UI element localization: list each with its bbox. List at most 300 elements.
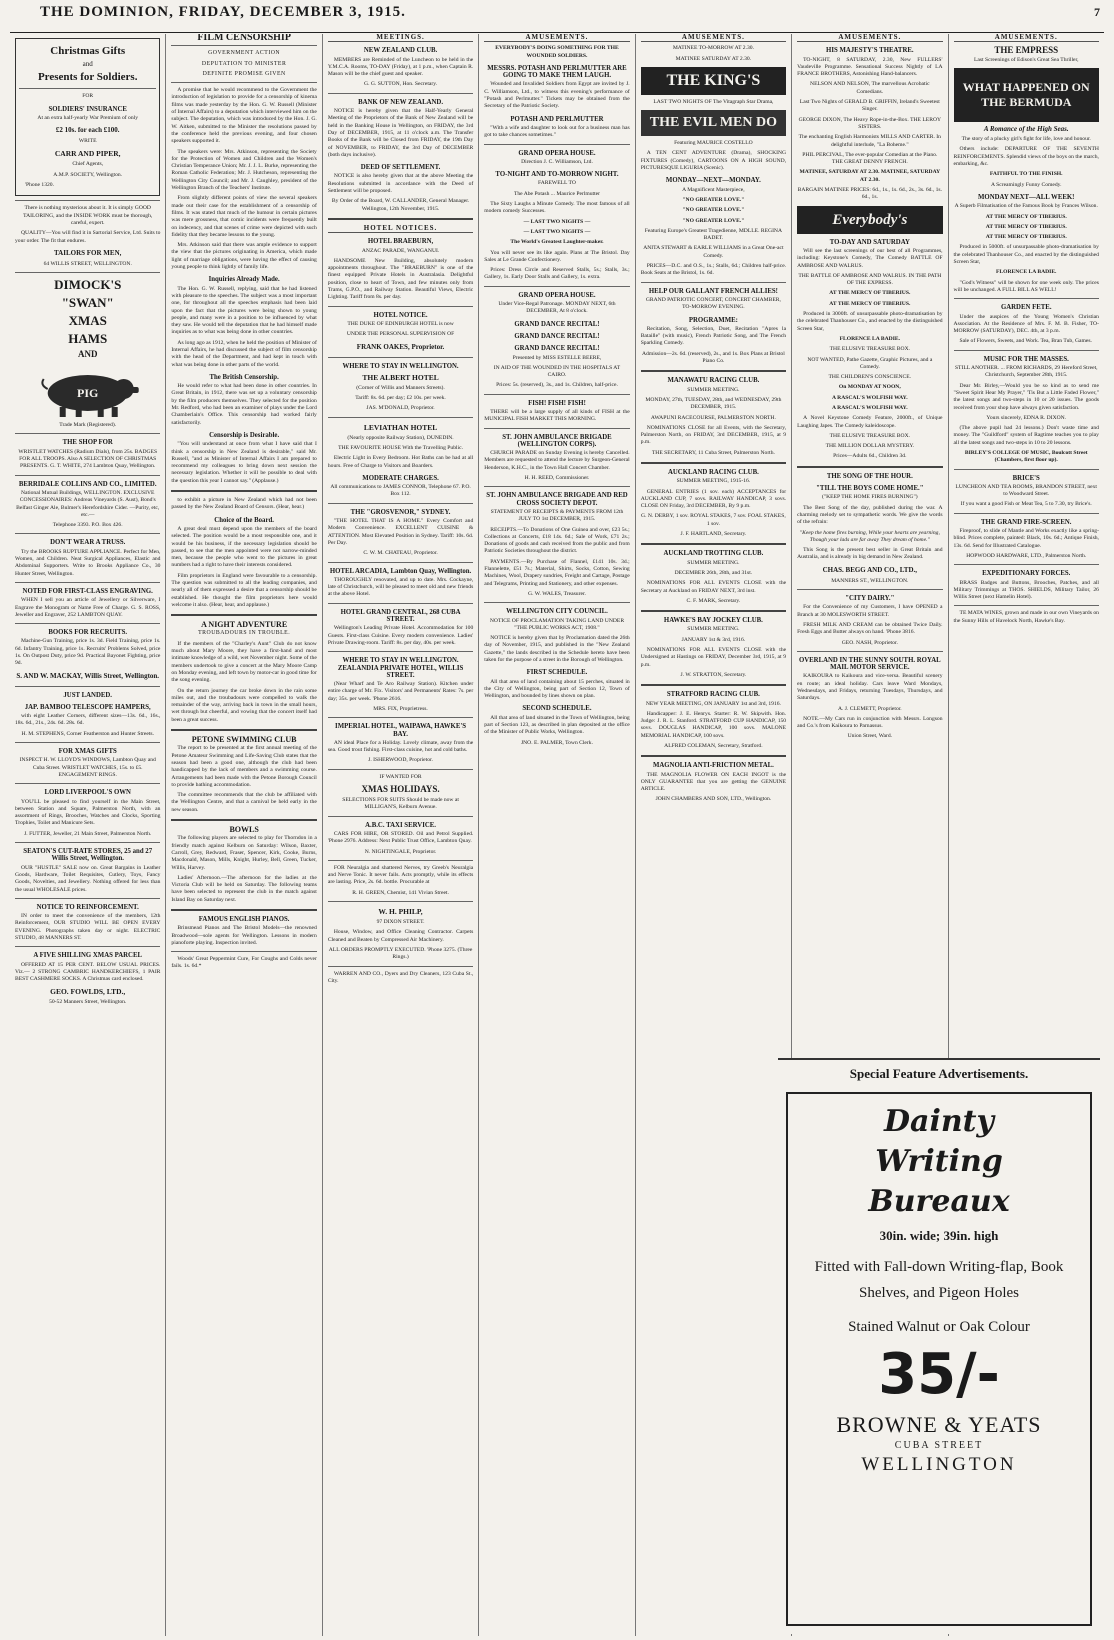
film-title: FILM CENSORSHIP xyxy=(197,34,291,43)
braeburn-head: HOTEL BRAEBURN, xyxy=(367,238,434,246)
zealandia-sign: MRS. FIX, Proprietress. xyxy=(373,706,428,712)
stratford-head: STRATFORD RACING CLUB. xyxy=(666,691,760,699)
taxi-sign: N. NIGHTINGALE, Proprietor. xyxy=(364,848,437,855)
film-p3: From slightly different points of view the several speakers made out their case for the establishment of a censorship of films. It was stated that much of the humour in certain pictures was mere grossness, that comic incidents were frequently built on indecency, and that scenes of crime were depicted with such fidelity that they became lessons to the young. xyxy=(171,195,317,238)
deed-text: NOTICE is also hereby given that at the above Meeting the Resolutions submitted in accordance with the Deed of Settlement will be proposed. xyxy=(327,173,474,195)
elusive-1: THE ELUSIVE TREASURE BOX. xyxy=(829,346,911,353)
overland-note: NOTE.—My Cars run in conjunction with Messrs. Longson and Co.'s from Kaikoura to Parnassus. xyxy=(797,715,943,730)
exp-head: EXPEDITIONARY FORCES. xyxy=(982,570,1071,578)
lord-head: LORD LIVERPOOL'S OWN xyxy=(44,789,131,797)
majesty-head: HIS MAJESTY'S THEATRE. xyxy=(826,47,914,55)
tonight-head: TO-NIGHT AND TO-MORROW NIGHT. xyxy=(495,171,619,179)
pig-trademark-icon xyxy=(15,363,160,419)
five-text: OFFERED AT 15 PER CENT. BELOW USUAL PRICES. Viz.— 2 STRONG CAMBRIC HANDKERCHIEFS, 1 PAIR BEST CASHMERE SOCKS. A Christmas card enclosed. xyxy=(15,961,161,983)
bureaux-advert xyxy=(786,1092,1092,1626)
empress-sub: Last Screenings of Edison's Great Sea Thriller, xyxy=(973,56,1079,63)
trotting-sub: SUMMER MEETING. xyxy=(687,559,740,566)
diary-text: For the Convenience of my Customers, I have OPENED a Branch at 30 MOLESWORTH STREET. xyxy=(797,604,943,618)
stratford-sub: NEW YEAR MEETING, ON JANUARY 1st and 3rd, 1916. xyxy=(645,700,781,707)
sja-head: ST. JOHN AMBULANCE BRIGADE (WELLINGTON CORPS). xyxy=(502,433,612,448)
mata-text: TE MATA WINES, grown and made in our own Vineyards on the Sunny Hills of Havelock North, Hawke's Bay. xyxy=(953,610,1099,624)
neuralgia-text: FOR Neuralgia and shattered Nerves, try Greeb's Neuralgia and Nerve Tonic. It never fails. Acts promptly, while its effects are lasting. Price, 2s. 6d. bottle. Procurable at xyxy=(327,864,474,886)
dimock-title: DIMOCK'S xyxy=(54,277,122,293)
wcc-head: WELLINGTON CITY COUNCIL. xyxy=(506,608,608,616)
brice-text: LUNCHEON AND TEA ROOMS, BRANDON STREET, next to Woodward Street. xyxy=(955,483,1097,498)
music-p: (The above pupil had 24 lessons.) Don't waste time and money. The "Guildford" system of Ragtime teaches you to play all the latest songs and two-steps in 10 to 20 lessons. xyxy=(953,425,1099,446)
deed-sign: By Order of the Board, W. CALLANDER, General Manager. Wellington, 12th November, 1915. xyxy=(331,198,470,212)
manawatu-noms: NOMINATIONS CLOSE for all Events, with the Secretary, Palmerston North, on FRIDAY, 3rd DECEMBER, 1915, at 9 p.m. xyxy=(640,424,787,446)
film-p2: The speakers were: Mrs. Atkinson, representing the Society for the Protection of Women and Children and the Women's Christian Temperance Union; Mr. J. J. L. Burke, representing the Roman Catholic Federation; Mr. J. Hutcheson, representing the Wellington City Council; and Mr. J. Caughley, president of the Wellington Branch of the Teachers' Institute. xyxy=(171,148,317,192)
tiberius-2: AT THE MERCY OF TIBERIUS. xyxy=(985,223,1067,230)
sja2-text: RECEIPTS.—To Donations of One Guinea and over, £23 5s.; Collections at Concerts, £18 14s. 6d.; Sale of Work, £71 2s.; Donations of goods and cash received from the public and from Patriotic Societies throughout the district. xyxy=(484,526,630,555)
magnolia-text: THE MAGNOLIA FLOWER ON EACH INGOT is the ONLY GUARANTEE that you are getting the GENUINE ARTICLE. xyxy=(640,771,787,793)
amusements-head-2: AMUSEMENTS. xyxy=(641,34,786,42)
mercy-2: AT THE MERCY OF TIBERIUS. xyxy=(829,300,911,307)
music-head: MUSIC FOR THE MASSES. xyxy=(983,355,1069,363)
xmas-gifts-advert xyxy=(15,38,160,196)
tiberius-1: AT THE MERCY OF TIBERIUS. xyxy=(985,213,1067,220)
empress-monday-text: A Superb Filmatisation of the Famous Book by Frances Wilson. xyxy=(954,203,1098,210)
meetings-head: MEETINGS. xyxy=(328,34,473,42)
tailor-quality: QUALITY—You will find it in Sartorial Service, Ltd. Suits to your order. The fit that endures. xyxy=(15,230,161,244)
hawkes-noms: NOMINATIONS FOR ALL EVENTS CLOSE with the Undersigned at Hastings on FRIDAY, December 3rd, 1915, at 9 p.m. xyxy=(640,647,787,668)
philp-addr: 97 DIXON STREET. xyxy=(376,919,425,926)
trade-mark: Trade Mark (Registered). xyxy=(59,422,117,429)
last-nights: LAST TWO NIGHTS OF The Vitagraph Star Drama, xyxy=(653,98,774,105)
featuring: Featuring MAURICE COSTELLO xyxy=(674,140,753,147)
philp-head: W. H. PHILP, xyxy=(378,907,423,917)
overland-text: KAIKOURA to Kaikoura and vice-versa. Beautiful scenery en route; an ideal holiday. Cars leave Ward Mondays, Wednesdays, and Fridays, returning Tuesdays, Thursdays, and Saturdays. xyxy=(797,673,943,702)
ins-rate: £2 10s. for each £100. xyxy=(55,126,120,135)
film-c2: Film proprietors in England were favourable to a censorship. The question was submitted to all the leading companies, and nearly all of them expressed a desire that a censorship should be established. He thought the film proprietors here would welcome it also. (Hear, hear, and applause.) xyxy=(171,572,317,608)
fish-head: FISH! FISH! FISH! xyxy=(528,399,586,407)
trotting-sign: C. F. MARK, Secretary. xyxy=(686,597,741,604)
potash-text: Wounded and Invalided Soldiers from Egypt are invited by J. C. Williamson, Ltd., to witness this evening's performance of "Potash and Perlmutter." Tickets may be obtained from the Secretary of the Patriotic Society. xyxy=(484,81,630,110)
bc-text: National Mutual Buildings, WELLINGTON. EXCLUSIVE CONCESSIONAIRES: Andreas Vineyards (S. Aust), Bond's Belfast Ginger Ale, Bulmer's Herefordshire Cider. —Purity, etc, etc.— xyxy=(16,489,160,518)
nz-sign: G. G. SUTTON, Hon. Secretary. xyxy=(364,81,438,88)
featuring2: Featuring Europe's Greatest Tragedienne, MDLLE. REGINA BADET. xyxy=(644,227,783,242)
doe-name: FRANK OAKES, Proprietor. xyxy=(356,342,445,351)
farewell: FAREWELL TO xyxy=(538,180,576,187)
piano-text: Brinsmead Pianos and The Bristol Models—the renowned Broadwood—sole agents for Wellington. Lessons in modern pianoforte playing. Inspection invited. xyxy=(171,925,317,946)
gros-text: "THE HOTEL THAT IS A HOME." Every Comfort and Modern Convenience. EXCELLENT CUISINE & ATTENTION. Most Elevated Position in Sydney. Tariff: 10s. 6d. Per Day. xyxy=(327,518,474,546)
svg-text:PIG: PIG xyxy=(77,386,99,401)
fire-head: THE GRAND FIRE-SCREEN. xyxy=(981,518,1072,526)
trotting-noms: NOMINATIONS FOR ALL EVENTS CLOSE with the Secretary at Auckland on FRIDAY NEXT, 3rd inst. xyxy=(640,580,787,594)
hawkes-sub: SUMMER MEETING. xyxy=(687,626,740,633)
majesty-text: TO-NIGHT, 8 SATURDAY, 2.30, New FULLERS' Vaudeville Programme. Sensational Success Nightly of LA FRANCE BROTHERS, Astonishing Hand-balancers. xyxy=(797,56,943,78)
fowlds-addr: 50-52 Manners Street, Wellington. xyxy=(49,999,127,1006)
birley: BIRLEY'S COLLEGE OF MUSIC, Boulcott Street (Chambers, first floor up). xyxy=(964,449,1088,464)
albert-prop: JAS. M'DONALD, Proprietor. xyxy=(366,405,435,412)
tailor-name: TAILORS FOR MEN, xyxy=(54,248,122,257)
dont-head: DON'T WEAR A TRUSS. xyxy=(50,539,126,547)
xmas-and: and xyxy=(82,60,93,68)
film-h-desire: Censorship is Desirable. xyxy=(209,431,280,439)
bc-name: BERRIDALE COLLINS AND CO., LIMITED. xyxy=(18,480,157,488)
film-h-ready: Inquiries Already Made. xyxy=(208,276,280,284)
hotel-notice: HOTEL NOTICE. xyxy=(373,311,428,319)
empress-monday: MONDAY NEXT—ALL WEEK! xyxy=(978,193,1075,201)
recital-prices: Prices: 5s. (reserved), 3s., and 1s. Children, half-price. xyxy=(496,382,618,389)
grand2-sub: Under Vice-Regal Patronage. MONDAY NEXT, 6th DECEMBER, At 8 o'clock. xyxy=(498,301,616,315)
doe-under: UNDER THE PERSONAL SUPERVISION OF xyxy=(346,331,455,338)
sja2-sign: G. W. WALES, Treasurer. xyxy=(528,590,586,597)
dont-text: Try the BROOKS RUPTURE APPLIANCE. Perfect for Men, Women, and Children. Neat Surgical Appliances, Elastic and Abdominal Supporters. Write to Brooks Appliance Co., 30 Hunter Street, Wellington. xyxy=(15,548,161,577)
allies-head: HELP OUR GALLANT FRENCH ALLIES! xyxy=(648,287,778,295)
tailor-text: There is nothing mysterious about it. It is simply GOOD TAILORING, and the INSIDE WORK must be thorough, careful, expert. xyxy=(23,205,153,226)
film-p5: The Hon. G. W. Russell, replying, said that he had listened with pleasure to the speeches. The subject was a most important one, for throughout all the speeches emphasis had been laid upon the fact that the pictures were being shown to young people, and many were in a position to be influenced by what they saw. He would tell the deputation that he had himself made inquiries as to what was being done in other countries. xyxy=(171,285,317,336)
gros-head: THE "GROSVENOR," SYDNEY. xyxy=(350,508,451,516)
wolf-1: A RASCAL'S WOLFISH WAY. xyxy=(832,394,908,401)
weekly2: THE CHILDREN'S CONSCIENCE. xyxy=(828,374,912,381)
cough-text: Woods' Great Peppermint Cure, For Coughs and Colds never fails. 1s. 6d.* xyxy=(171,956,317,970)
auckland-sub: SUMMER MEETING, 1915-16. xyxy=(676,478,751,485)
music-text: STILL ANOTHER. ... FROM RICHARDS, 29 Hereford Street, Christchurch, September 28th, 1915. xyxy=(954,365,1098,379)
overland-note-sign: Union Street, Ward. xyxy=(847,733,893,740)
central-head: HOTEL GRAND CENTRAL, 268 CUBA STREET. xyxy=(340,608,461,624)
magnolia-head: MAGNOLIA ANTI-FRICTION METAL. xyxy=(652,762,774,770)
arcadia-text: THOROUGHLY renovated, and up to date. Mrs. Cockayne, late of Christchurch, will be pleased to meet old and new friends at the above Hotel. xyxy=(327,576,474,598)
trotting-head: AUCKLAND TROTTING CLUB. xyxy=(663,550,764,558)
dainty-word: Dainty xyxy=(884,1104,994,1139)
seaton-head: SEATON'S CUT-RATE STORES, 25 and 27 Willis Street, Wellington. xyxy=(23,848,153,863)
refrain: "Keep the home fires burning, While your hearts are yearning, Though your lads are far away They dream of home." xyxy=(799,529,940,543)
recital-aid: IN AID OF THE WOUNDED IN THE HOSPITALS AT CAIRO. xyxy=(493,364,621,379)
payments-text: PAYMENTS.—By Purchase of Flannel, £141 10s. 3d.; Flannelette, £51 7s.; Material, Shirts, Socks, Cotton, Sewing Machines, Wool, Drapery sundries, Freight and Cartage, Postage and Telegrams, Printing and Stationery, and other expenses. xyxy=(484,558,630,587)
dimensions: 30in. wide; 39in. high xyxy=(879,1228,999,1243)
shop-head: THE SHOP FOR xyxy=(62,439,113,447)
second-schedule: SECOND SCHEDULE. xyxy=(522,705,592,713)
swan-title: "SWAN" xyxy=(61,295,114,311)
others: Others include: DEPARTURE OF THE SEVENTH REINFORCEMENTS. Splendid views of the boys on the march, embarking, &c. xyxy=(953,146,1099,168)
recital-3: GRAND DANCE RECITAL! xyxy=(514,345,600,353)
brice-tail: If you want a good Fish or Meat Tea, 5 to 7.30, try Brice's. xyxy=(960,501,1092,508)
lev-head: LEVIATHAN HOTEL xyxy=(363,422,438,432)
wolf-text: A Novel Keystone Comedy Feature, 2000ft., of Unique Laughing Japes. The Comedy kaleidoscope. xyxy=(797,415,943,429)
wcc-sign: JNO. E. PALMER, Town Clerk. xyxy=(520,739,593,746)
chas-addr: MANNERS ST., WELLINGTON. xyxy=(831,577,909,584)
million: THE MILLION DOLLAR MYSTERY. xyxy=(825,443,915,450)
mills: The enchanting English Harmonists MILLS AND CARTER. In delightful interlude, "La Boheme." xyxy=(798,134,941,148)
lev-addr: (Nearly opposite Railway Station), DUNEDIN. xyxy=(347,434,454,441)
central-text: Wellington's Leading Private Hotel. Accommodation for 100 Guests. First-class Cuisine. Every modern convenience. Ladies' Private Drawing-room. Tariff: 8s. per day, 40s. per week. xyxy=(327,625,474,646)
deed-head: DEED OF SETTLEMENT. xyxy=(360,164,441,172)
ins-text: At an extra half-yearly War Premium of only xyxy=(37,114,138,121)
cuba-street: CUBA STREET xyxy=(894,1440,984,1451)
column-4 xyxy=(479,34,635,1636)
second-text: All that area of land situated in the Town of Wellington, being part of Section 123, as described in plan deposited at the office of the Minister of Public Works, Wellington. xyxy=(484,714,630,736)
suits-text: SELECTIONS FOR SUITS Should be made now at MILLIGAN'S, Kelburn Avenue. xyxy=(342,797,459,811)
fowlds-sign: GEO. FOWLDS, LTD., xyxy=(50,987,126,997)
manawatu-place: AWAPUNI RACECOURSE, PALMERSTON NORTH. xyxy=(650,414,776,421)
wellington: WELLINGTON xyxy=(861,1454,1017,1475)
lev-comm: All communications to JAMES CONNOR, Telephone 67. P.O. Box 112. xyxy=(330,484,471,498)
jap-head: JAP. BAMBOO TELESCOPE HAMPERS, xyxy=(24,703,151,711)
albert-tariff: Tariff: 8s. 6d. per day; £2 10s. per week. xyxy=(355,395,446,402)
philp-text: House, Window, and Office Cleaning Contractor. Carpets Cleaned and Beaten by Compressed Air Machinery. xyxy=(327,929,474,943)
engraving-text: WHEN I sell you an article of Jewellery or Silverware, I Engrave the Monogram or Name Free of Charge. G. S. ROSS, Jeweller and Engraver, 252 LAMBTON QUAY. xyxy=(15,597,161,618)
clemett-sign: A. J. CLEMETT, Proprietor. xyxy=(837,705,902,712)
overland-head: OVERLAND IN THE SUNNY SOUTH. ROYAL MAIL MOTOR SERVICE. xyxy=(798,656,941,672)
taxi-head: A.B.C. TAXI SERVICE. xyxy=(365,821,436,829)
magnolia-sign: JOHN CHAMBERS AND SON, LTD., Wellington. xyxy=(655,796,772,803)
grand-dir: Direction J. C. Williamson, Ltd. xyxy=(521,158,593,165)
film-c0: to exhibit a picture in New Zealand which had not been passed by the New Zealand Board of Censors. (Hear, hear.) xyxy=(171,497,317,511)
garden-tail: Sale of Flowers, Sweets, and Work. Tea, Bran Tub, Games. xyxy=(959,338,1092,345)
mercy-1: AT THE MERCY OF TIBERIUS. xyxy=(829,290,911,297)
books-text: Machine-Gun Training, price 1s. 3d. Field Training, price 1s. 6d. Infantry Training, price 1s. Recruits' Problems Solved, price 1s. On Outpost Duty, price 9d. Practical Bayonet Fighting, price 9d. xyxy=(15,638,161,667)
film-sub1: GOVERNMENT ACTION xyxy=(208,50,281,57)
cast: The Abe Potash ... Maurice Perlmutter xyxy=(513,190,600,197)
percival: PHIL PERCIVAL, The ever-popular Comedian at the Piano. THE GREAT DENNY FRENCH. xyxy=(802,151,938,166)
hotel-notices-head: HOTEL NOTICES. xyxy=(328,225,473,233)
film-p1: A promise that he would recommend to the Government the introduction of legislation to provide for a censorship of kinema films was made yesterday by the Hon. G. W. Russell (Minister of Internal Affairs) to a deputation which interviewed him on the subject. The deputation, which was introduced by the Hon. J. G. W. Aitken, submitted to the Minister the resolutions passed by the conference held the previous evening, and four chosen speakers supported it. xyxy=(171,87,317,145)
recital-1: GRAND DANCE RECITAL! xyxy=(514,320,600,328)
stain-text: Stained Walnut or Oak Colour xyxy=(848,1319,1030,1335)
column-3 xyxy=(323,34,479,1636)
story: The story of a plucky girl's fight for life, love and honour. xyxy=(961,136,1091,143)
wcc-text: NOTICE is hereby given that by Proclamation dated the 26th day of November, 1915, and published in the "New Zealand Gazette," the lands described in the Schedule hereto have been taken for the purpose of a street in the Borough of Wellington. xyxy=(484,635,630,663)
nelson: NELSON AND NELSON, The marvellous Acrobatic Comedians. xyxy=(810,81,930,95)
hawkes-head: HAWKE'S BAY JOCKEY CLUB. xyxy=(663,617,763,625)
tailor-addr: 64 WILLIS STREET, WELLINGTON. xyxy=(43,260,132,267)
romance: A Romance of the High Seas. xyxy=(983,124,1069,133)
price: 35/- xyxy=(878,1342,1000,1407)
auckland-text: GENERAL ENTRIES (1 sov. each) ACCEPTANCES for AUCKLAND CUP, 7 sovs. RAILWAY HANDICAP, 3 sovs. CLOSE ON Friday, 3rd DECEMBER, By 9 p.m. xyxy=(640,488,787,510)
sja2-head: ST. JOHN AMBULANCE BRIGADE AND RED CROSS SOCIETY DEPOT. xyxy=(486,492,628,507)
hustle-text: OUR "HUSTLE" SALE now on. Great Bargains in Leather Goods, Hardware, Toilet Requisites, Cutlery, Toys, Fancy Goods, Novelties, and Jewellery. Nothing offered for less than the usual WHOLESALE prices. xyxy=(15,864,161,893)
masthead xyxy=(10,4,1104,33)
writing-word: Writing xyxy=(875,1144,1003,1179)
albert-head: THE ALBERT HOTEL xyxy=(362,372,439,382)
stratford-sign: ALFRED COLEMAN, Secretary, Stratford. xyxy=(664,743,763,749)
music-letter: Dear Mr. Birley,—Would you be so kind as to send me "Sweet Spirit Hear My Prayer," 'Tis But a Little Faded Flower," the latest songs and two-steps in 10 or 20 issues. The goods received from your shop have always given satisfaction. xyxy=(953,382,1099,411)
bank-head: BANK OF NEW ZEALAND. xyxy=(358,98,444,106)
warren-text: WARREN AND CO., Dyers and Dry Cleaners, 123 Cuba St., City. xyxy=(327,970,474,984)
film-sub3: DEFINITE PROMISE GIVEN xyxy=(202,70,286,77)
hams-label: HAMS xyxy=(68,331,108,347)
sja-text: CHURCH PARADE on Sunday Evening is hereby Cancelled. Members are requested to attend the lecture by Surgeon-General Henderson, K.H.C., in the Town Hall Concert Chamber. xyxy=(484,450,630,471)
sja-sign: H. H. REED, Commissioner. xyxy=(524,475,590,482)
diary-head: "CITY DAIRY." xyxy=(845,595,895,603)
prog-head: PROGRAMME: xyxy=(688,316,738,324)
music-sign: Yours sincerely, EDNA R. DIXON. xyxy=(986,414,1067,421)
adventure: A TEN CENT ADVENTURE (Drama), SHOCKING FIXTURES (Comedy), CARTOONS ON A HIGH SOUND, PICTURESQUE LIGURIA (Scenic). xyxy=(640,150,787,172)
kings-matinee-1: MATINEE TO-MORROW AT 2.30. xyxy=(672,45,754,52)
stratford-text: Handicapper: J. E. Henrys. Starter: R. W. Skipwith. Hon. Judge: J. R. L. Stanford. STRATFORD CUP HANDICAP, 150 sovs. DOUGLAS HANDICAP, 100 sovs. MALONE MEMORIAL HANDICAP, 100 sovs. xyxy=(640,710,787,739)
exp-text: BRASS Badges and Buttons, Brooches, Patches, and all Military Trimmings at THOS. SHIELDS, Military Tailor, 26 Willis Street (next Hamelin Hotel). xyxy=(953,579,1099,601)
bowls-p1: The following players are selected to play for Thorndon in a friendly match against Kelburn on Saturday: Wilson, Baxter, Carroll, Grey, Redward, Fraser, Spencer, Kirk, Cooke, Burns, Macdonald, Mason, Mills, Knight, Hurley, Bell, Green, Tucker, Willis, Harvey. xyxy=(171,835,317,871)
everybodys-poster: Everybody's xyxy=(797,206,942,234)
ins-role: Chief Agents, xyxy=(72,161,104,168)
fresh-text: FRESH MILK AND CREAM can be obtained Twice Daily. Fresh Eggs and Butter always on hand. 'Phone 3816. xyxy=(797,621,943,636)
florence: FLORENCE LA BADIE. xyxy=(839,335,901,342)
shop-text: WRISTLET WATCHES (Radium Dials), from 25s. BADGES FOR ALL TROOPS. Also A SELECTION OF CHRISTMAS PRESENTS. G. T. WHITE, 274 Lambton Quay, Wellington. xyxy=(18,448,158,470)
keep-sub: ("KEEP THE HOME FIRES BURNING") xyxy=(822,494,918,501)
imperial-sign: J. ISHERWOOD, Proprietor. xyxy=(368,757,433,764)
and-label: AND xyxy=(77,349,98,360)
film-h-choice: Choice of the Board. xyxy=(214,516,274,524)
imperial-head: IMPERIAL HOTEL, WAIPAWA, HAWKE'S BAY. xyxy=(335,723,467,738)
ins-for: FOR xyxy=(82,93,94,100)
browne-yeats: BROWNE & YEATS xyxy=(836,1412,1042,1437)
philp-tail: ALL ORDERS PROMPTLY EXECUTED. 'Phone 3275. (Three Rings.) xyxy=(328,946,473,961)
fire-text: Fireproof, to slide of Mantle and Works exactly like a spring-blind. Prices complete, painted: Black, 10s. 6d.; Antique Finish, 13s. 6d. Send for Illustrated Catalogue. xyxy=(953,528,1099,549)
manawatu-sub: SUMMER MEETING. xyxy=(687,386,740,393)
wolf-2: A RASCAL'S WOLFISH WAY. xyxy=(832,404,908,411)
auckland-head: AUCKLAND RACING CLUB. xyxy=(667,468,759,476)
masterpiece: A Magnificent Masterpiece, xyxy=(682,186,745,193)
greatest-head: The World's Greatest Laughter-maker. xyxy=(510,239,604,246)
ins-write: WRITE xyxy=(78,138,97,145)
produced: Produced in 3000ft. of unsurpassable photo-dramatisation by the celebrated Thanhouser Co., and enacted by the distinguished Screen Star, xyxy=(797,311,943,332)
ins-addr: A.M.P. SOCIETY, Wellington. xyxy=(53,171,123,178)
amusements-head-4: AMUSEMENTS. xyxy=(954,34,1099,42)
keep-buy: This Song is the present best seller in Great Britain and Australia, and is already in big demand in New Zealand. xyxy=(797,547,943,561)
adv-p2: On the return journey the car broke down in the rain some miles out, and the troubadours were compelled to walk the remainder of the way, arriving back in town in the small hours, wet through but cheerful, and vowing that the concert itself had been a great success. xyxy=(171,687,317,723)
notice-text: IN order to meet the convenience of the members, 12th Reinforcement, OUR STUDIO WILL BE OPEN EVERY EVENING. Photographs taken day or night. ELECTRIC STUDIO, 48 MANNERS ST. xyxy=(15,913,161,941)
lev-text: Electric Light in Every Bedroom. Hot Baths can be had at all hours. Free of Charge to Visitors and Boarders. xyxy=(327,455,474,469)
albert-addr: (Corner of Willis and Manners Streets). xyxy=(356,384,445,391)
greater-3: "NO GREATER LOVE." xyxy=(682,217,745,224)
braeburn-addr: ANZAC PARADE, WANGANUI. xyxy=(361,247,440,254)
keep-text: The Best Song of the day, published during the war. A charming melody set to sympathetic words. We give the words of the refrain: xyxy=(797,504,943,526)
empress-head: THE EMPRESS xyxy=(994,45,1059,56)
film-h-brit: The British Censorship. xyxy=(209,373,279,381)
imperial-text: AN ideal Place for a Holiday. Lovely climate, away from the sea. Good trout fishing. First-class cuisine, hot and cold baths. xyxy=(327,739,474,754)
petone-title: PETONE SWIMMING CLUB xyxy=(191,735,297,745)
manawatu-sign: THE SECRETARY, 11 Cuba Street, Palmerston North. xyxy=(651,449,775,456)
special-head: Special Feature Advertisements. xyxy=(849,1066,1029,1081)
fresh-sign: GEO. NASH, Proprietor. xyxy=(841,639,898,646)
jap-text: with eight Leather Corners, different sizes—13s. 6d., 16s., 18s. 6d., 21s., 24s. 6d. 28s. 6d. xyxy=(15,713,161,727)
ins-phone: 'Phone 1320. xyxy=(25,182,54,189)
empress-produced: Produced in 5000ft. of unsurpassable photo-dramatisation by the celebrated Thanhouser Co., and enacted by the distinguished Screen Star, xyxy=(953,244,1099,266)
kings-poster: THE KING'S xyxy=(641,67,786,95)
dixon: GEORGE DIXON, The Heavy Rope-in-the-Box. THE LEROY SISTERS. xyxy=(798,116,942,130)
hawkes-dates: JANUARY 1st & 3rd, 1916. xyxy=(681,636,746,643)
today-text: Will see the last screenings of our best of all Programmes, including: Keystone's Comedy, The Comedy BATTLE OF AMBROSE AND WALRUS. xyxy=(797,247,943,269)
film-p8: "You will understand at once from what I have said that I think a censorship in New Zealand is desirable," said Mr. Russell, "and as Minister of Internal Affairs I am prepared to recommend my colleagues to bring down next session the necessary legislation. Whether it will be possible to deal with the question this year I cannot say." (Applause.) xyxy=(171,441,317,484)
stephens-sign: H. M. STEPHENS, Corner Featherston and Hunter Streets. xyxy=(21,730,154,737)
wanted-head: IF WANTED FOR xyxy=(379,773,422,780)
auckland-sign2: J. F. HARTLAND, Secretary. xyxy=(680,531,747,538)
grand-head: GRAND OPERA HOUSE. xyxy=(518,149,596,157)
last-nights-2: — LAST TWO NIGHTS — xyxy=(523,228,591,235)
xmas-title: Christmas Gifts xyxy=(50,45,126,57)
adv-title: A NIGHT ADVENTURE xyxy=(201,620,288,630)
kings-matinee-2: MATINEE SATURDAY AT 2.30. xyxy=(675,55,752,62)
gifts-head: FOR XMAS GIFTS xyxy=(58,748,117,756)
kings-prices: PRICES—D.C. and O.S., 1s.; Stalls, 6d.; Children half-price. Book Seats at the Bristol, 1s. 6d. xyxy=(640,263,787,277)
fitted-text: Fitted with Fall-down Writing-flap, Book Shelves, and Pigeon Holes xyxy=(814,1259,1064,1301)
column-2 xyxy=(166,34,322,1636)
column-5 xyxy=(636,34,792,1636)
lord-text: YOU'LL be pleased to find yourself in the Main Street, between Station and Square, Palmerston North, with an assortment of Rings, Brooches, Watches and Clocks, Sporting Trophies, Toilet and Manicure Sets. xyxy=(15,798,161,827)
futter-sign: J. FUTTER, Jeweller, 21 Main Street, Palmerston North. xyxy=(24,830,152,837)
books-head: BOOKS FOR RECRUITS. xyxy=(48,629,128,637)
prog-text: Recitation, Song, Selection, Duet, Recitation "Apres la Bataille" (with music), French Patriotic Song, and The French Sparkling Comedy. xyxy=(640,325,787,347)
empress-florence: FLORENCE LA BADIE. xyxy=(996,269,1057,276)
special-feature-section xyxy=(778,1058,1100,1634)
xmas-label: XMAS xyxy=(68,313,107,329)
ins-firm: CARR AND PIPER, xyxy=(54,149,121,159)
matinee: MATINEE, SATURDAY AT 2.30. MATINEE, SATURDAY AT 2.30. xyxy=(799,169,941,183)
notice-head: NOTICE TO REINFORCEMENT. xyxy=(36,903,139,911)
patriotic: GRAND PATRIOTIC CONCERT, CONCERT CHAMBER, TO-MORROW EVENING. xyxy=(645,296,781,311)
film-c1: A great deal must depend upon the members of the board selected. The position would be a most responsible one, and it would be his business, if the necessary legislation should be passed, to see that the men appointed were not narrow-minded men, because the people who went to the pictures in great numbers had a right to have their interests considered. xyxy=(171,525,317,569)
engraving-head: NOTED FOR FIRST-CLASS ENGRAVING. xyxy=(22,587,153,595)
arcadia-head: HOTEL ARCADIA, Lambton Quay, Wellington. xyxy=(329,567,472,575)
zealandia-head: WHERE TO STAY IN WELLINGTON. ZEALANDIA PRIVATE HOTEL, WILLIS STREET. xyxy=(337,657,464,679)
griffin: Last Two Nights of GERALD B. GRIFFIN, Ireland's Sweetest Singer. xyxy=(799,99,940,113)
film-p4: Mrs. Atkinson said that there was ample evidence to support the view that the pictures originating in America, which made light of marriage obligations, were having the effect of causing young people to think lightly of family life. xyxy=(171,242,317,271)
auckland-sign: G. N. DERBY, 1 sov. ROYAL STAKES, 7 sov. FOAL STAKES, 1 sov. xyxy=(641,513,786,527)
holidays-head: XMAS HOLIDAYS. xyxy=(361,784,440,795)
fire-sign: HOPWOOD HARDWARE, LTD., Palmerston North. xyxy=(966,552,1087,559)
recital-by: Presented by MISS ESTELLE BEERE, xyxy=(512,354,602,361)
million-text: Prices—Adults 6d., Children 3d. xyxy=(833,453,907,460)
faithful: FAITHFUL TO THE FINISH. xyxy=(989,171,1063,178)
neuralgia-sign: R. H. GREEN, Chemist, 141 Vivian Street. xyxy=(352,889,449,896)
adv-sub: TROUBADOURS IN TROUBLE. xyxy=(198,630,291,637)
garden-head: GARDEN FETE. xyxy=(1000,304,1052,312)
potash-h2: POTASH AND PERLMUTTER xyxy=(510,115,604,123)
potash-head: MESSRS. POTASH AND PERLMUTTER ARE GOING TO MAKE THEM LAUGH. xyxy=(487,64,627,80)
monday-head: MONDAY—NEXT—MONDAY. xyxy=(665,177,761,185)
xmas-sub: Presents for Soldiers. xyxy=(37,71,138,84)
petone-p1: The report to be presented at the first annual meeting of the Petone Amateur Swimming and Life-Saving Club states that the season had been a good one, although the club had been handicapped by the lack of members and a swimming course. Arrangements had been made with the Petone Borough Council to provide bathing accommodation. xyxy=(171,745,317,788)
potash-quote: "With a wife and daughter to look out for a business man has got to take chances sometimes." xyxy=(484,124,630,139)
zealandia-text: (Near Wharf and Te Aro Railway Station). Kitchen under entire charge of Mr. Fix. Visitors' and Permanents' Rates: 7s. per day; 35s. per week. 'Phone 2616. xyxy=(327,681,474,702)
column-1 xyxy=(10,34,166,1636)
concert: On MONDAY AT NOON, xyxy=(838,384,901,391)
artists: ANITA STEWART & EARLE WILLIAMS in a Great One-act Comedy. xyxy=(643,245,784,259)
lev-fav: THE FAVOURITE HOUSE With the Travelling Public. xyxy=(338,444,463,451)
prog-prices: Admission—2s. 6d. (reserved), 2s., and 1s. Box Plans at Bristol Piano Co. xyxy=(642,350,785,365)
bowls-title: BOWLS xyxy=(229,825,259,835)
film-p7: He would refer to what had been done in other countries. In Great Britain, in 1912, there was set up a voluntary censorship by the film producers themselves. They selected for the position Mr. Redford, who had been an examiner of plays under the Lord Chamberlain's Office. This censorship had worked fairly satisfactorily. xyxy=(171,383,317,426)
laugh-text: The Sixty Laughs a Minute Comedy. The most famous of all modern comedy Successes. xyxy=(484,201,630,215)
wcc-sub: NOTICE OF PROCLAMATION TAKING LAND UNDER "THE PUBLIC WORKS ACT, 1908." xyxy=(489,617,625,631)
evil-poster: THE EVIL MEN DO xyxy=(641,110,786,136)
five-head: A FIVE SHILLING XMAS PARCEL xyxy=(33,952,143,960)
doe-head: THE DUKE OF EDINBURGH HOTEL is now xyxy=(347,320,454,327)
bargain-prices: BARGAIN MATINEE PRICES: 6d., 1s., 1s. 6d., 2s., 3s. 6d., 1s. 6d., 1s. xyxy=(797,187,942,201)
film-p6: As long ago as 1912, when he held the position of Minister of Internal Affairs, he had discussed the subject of film censorship with the head of the Department, and had kept in touch with what was being done in other parts of the world. xyxy=(171,339,317,368)
gros-sign: C. W. M. CHATEAU, Proprietor. xyxy=(363,550,438,557)
goes: "God's Witness" will be shown for one week only. The prices will be unchanged. A FULL BILL AS WELL! xyxy=(953,279,1099,293)
recital-2: GRAND DANCE RECITAL! xyxy=(514,332,600,340)
chas-head: CHAS. BEGG AND CO., LTD., xyxy=(822,565,918,574)
song-head: THE SONG OF THE HOUR. xyxy=(826,472,913,480)
garden-text: Under the auspices of the Young Women's Christian Association. At the Residence of Mrs. F. M. B. Fisher, TO-MORROW (SATURDAY), DEC. 4th, at 3 p.m. xyxy=(953,313,1099,335)
nz-club: NEW ZEALAND CLUB. xyxy=(363,47,438,55)
bowls-p2: Ladies' Afternoon.—The afternoon for the ladies at the Victoria Club will be held on Saturday. The following teams have been selected to represent the club in the match against Island Bay on Saturday next. xyxy=(171,874,317,903)
just-landed: JUST LANDED. xyxy=(63,691,113,699)
rage: THE BATTLE OF AMBROSE AND WALRUS. IN THE PATH OF THE EXPRESS. xyxy=(798,272,942,287)
grand2-head: GRAND OPERA HOUSE. xyxy=(518,291,596,299)
weekly: NOT WANTED, Pathe Gazette, Graphic Pictures, and a Comedy. xyxy=(807,356,933,370)
manawatu-dates: MONDAY, 27th, TUESDAY, 28th, and WEDNESDAY, 29th DECEMBER, 1915. xyxy=(645,396,782,411)
sja2-sub: STATEMENT OF RECEIPTS & PAYMENTS FROM 12th JULY TO 1st DECEMBER, 1915. xyxy=(490,508,624,523)
funny: A Screamingly Funny Comedy. xyxy=(990,181,1062,188)
tiberius-3: AT THE MERCY OF TIBERIUS. xyxy=(985,234,1067,241)
first-schedule: FIRST SCHEDULE. xyxy=(526,669,588,677)
taxi-text: CARS FOR HIRE, OR STORED. Oil and Petrol Supplied. 'Phone 2976. Address: Next Public Trust Office, Lambton Quay. xyxy=(327,830,474,845)
today-head: TO-DAY AND SATURDAY xyxy=(829,238,910,246)
